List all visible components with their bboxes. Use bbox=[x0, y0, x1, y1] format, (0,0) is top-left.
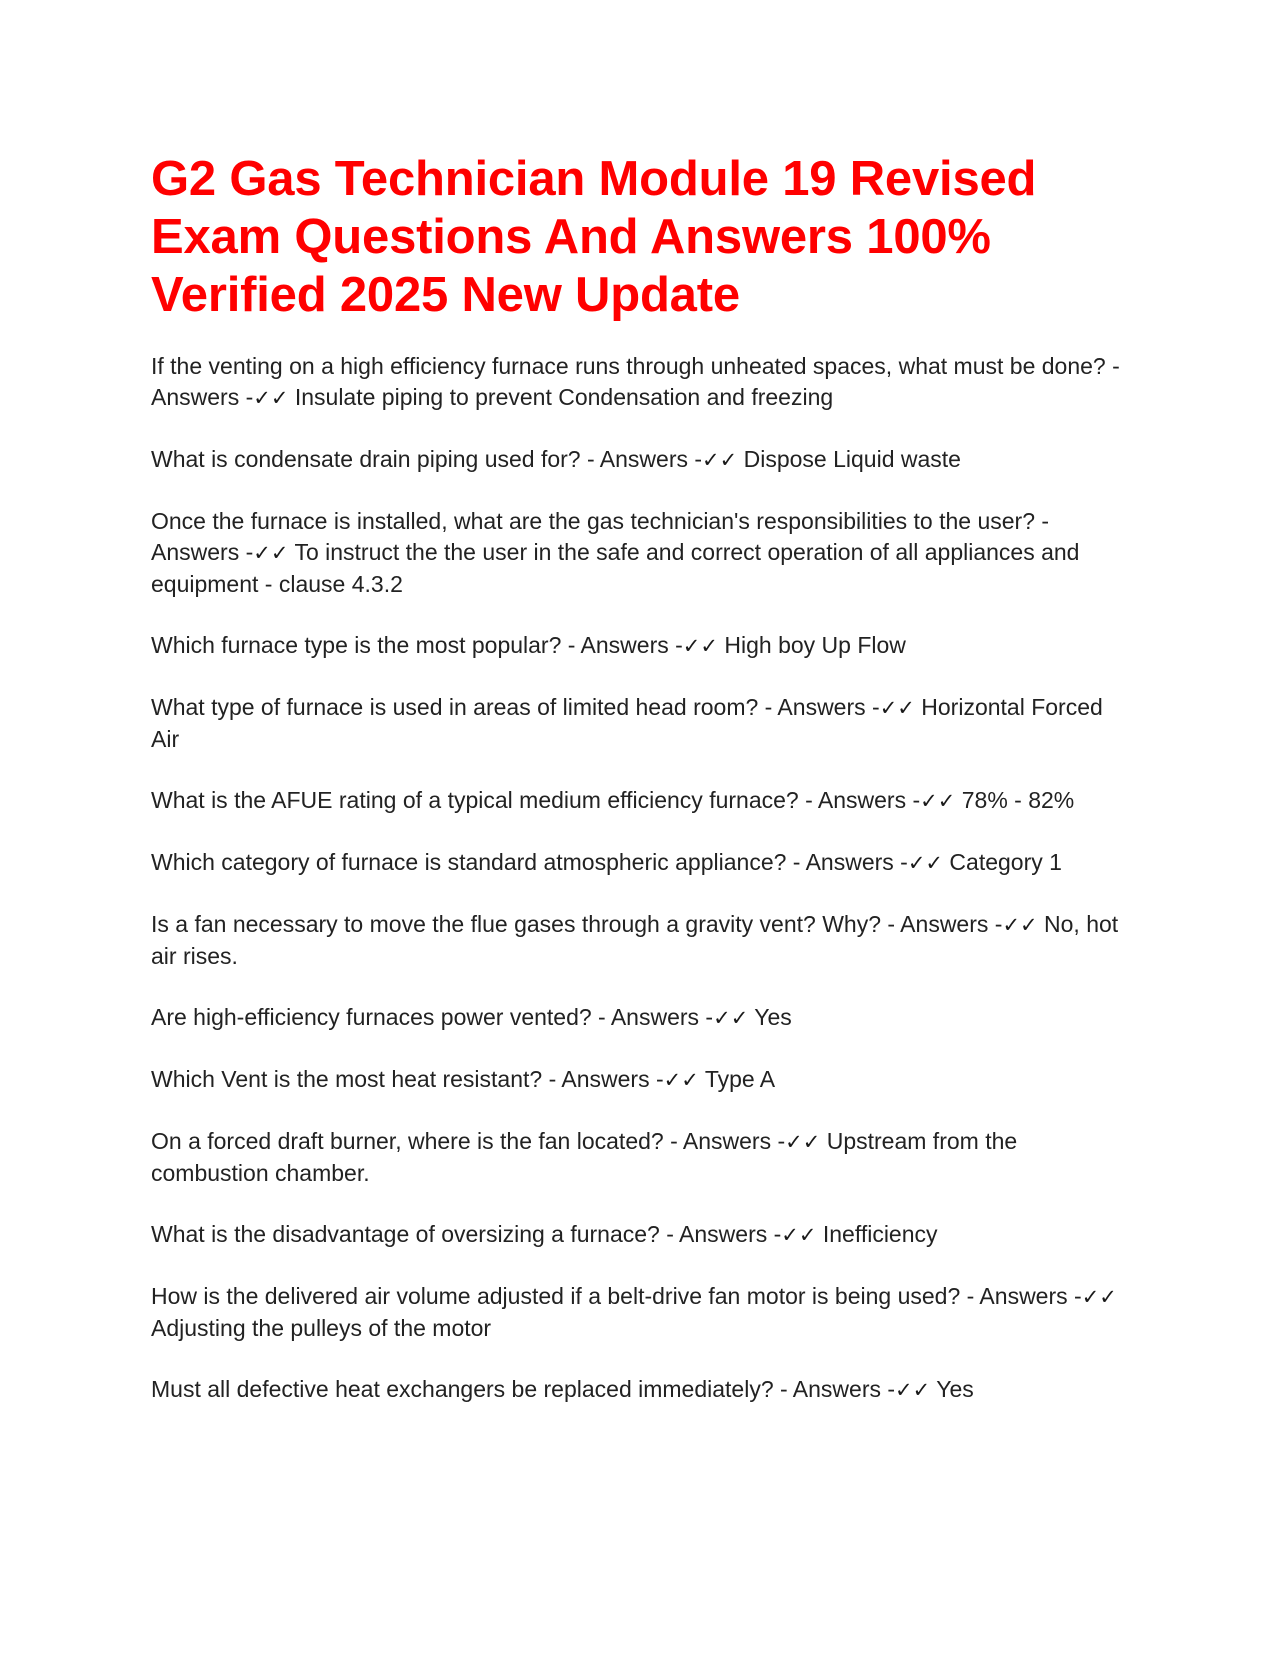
answer-separator: - Answers - bbox=[798, 787, 921, 813]
qa-answer: Inefficiency bbox=[822, 1221, 938, 1247]
qa-item bbox=[151, 1281, 1133, 1344]
qa-item bbox=[151, 692, 1133, 755]
qa-answer: High boy Up Flow bbox=[724, 632, 906, 658]
qa-question: What is the disadvantage of oversizing a furnace? bbox=[151, 1221, 660, 1247]
qa-question: Which furnace type is the most popular? bbox=[151, 632, 562, 658]
qa-answer: Adjusting the pulleys of the motor bbox=[151, 1315, 492, 1341]
qa-question: How is the delivered air volume adjusted if a belt-drive fan motor is being used? bbox=[151, 1283, 961, 1309]
qa-question: Once the furnace is installed, what are the gas technician's responsibilities to the user? bbox=[151, 508, 1035, 534]
qa-item bbox=[151, 630, 1133, 662]
qa-question: Are high-efficiency furnaces power vented? bbox=[151, 1004, 592, 1030]
double-check-icon: ✓✓ bbox=[1081, 1285, 1117, 1309]
qa-item bbox=[151, 351, 1133, 414]
qa-item bbox=[151, 909, 1133, 972]
double-check-icon: ✓✓ bbox=[785, 1130, 821, 1154]
double-check-icon: ✓✓ bbox=[1002, 913, 1038, 937]
answer-separator: - Answers - bbox=[561, 632, 683, 658]
qa-answer: Horizontal Forced Air bbox=[151, 694, 1103, 752]
qa-item bbox=[151, 1126, 1133, 1189]
qa-question: What is condensate drain piping used for? bbox=[151, 446, 581, 472]
double-check-icon: ✓✓ bbox=[781, 1223, 817, 1247]
answer-separator: - Answers - bbox=[151, 353, 1120, 410]
qa-item bbox=[151, 847, 1133, 879]
double-check-icon: ✓✓ bbox=[895, 1378, 931, 1402]
double-check-icon: ✓✓ bbox=[663, 1068, 699, 1092]
qa-answer: To instruct the the user in the safe and correct operation of all appliances and equipment - clause 4.3.2 bbox=[151, 539, 1080, 597]
qa-answer: Category 1 bbox=[949, 849, 1062, 875]
double-check-icon: ✓✓ bbox=[702, 448, 738, 472]
answer-separator: - Answers - bbox=[960, 1283, 1082, 1309]
qa-item bbox=[151, 785, 1133, 817]
answer-separator: - Answers - bbox=[151, 508, 1050, 565]
answer-separator: - Answers - bbox=[786, 849, 908, 875]
answer-separator: - Answers - bbox=[659, 1221, 782, 1247]
qa-answer: Upstream from the combustion chamber. bbox=[151, 1128, 1018, 1186]
double-check-icon: ✓✓ bbox=[907, 851, 944, 875]
answer-separator: - Answers - bbox=[580, 446, 703, 472]
qa-question: On a forced draft burner, where is the fan located? bbox=[151, 1128, 664, 1154]
double-check-icon: ✓✓ bbox=[682, 634, 718, 658]
answer-separator: - Answers - bbox=[542, 1066, 664, 1092]
qa-question: Is a fan necessary to move the flue gases through a gravity vent? Why? bbox=[151, 911, 882, 937]
answer-separator: - Answers - bbox=[773, 1376, 896, 1402]
answer-separator: - Answers - bbox=[591, 1004, 714, 1030]
qa-question: Which category of furnace is standard atmospheric appliance? bbox=[151, 849, 787, 875]
answer-separator: - Answers - bbox=[881, 911, 1003, 937]
qa-answer: Type A bbox=[704, 1066, 776, 1092]
qa-question: Must all defective heat exchangers be replaced immediately? bbox=[151, 1376, 774, 1402]
qa-question: What is the AFUE rating of a typical medium efficiency furnace? bbox=[151, 787, 799, 813]
qa-item bbox=[151, 506, 1133, 600]
qa-answer: Yes bbox=[936, 1376, 974, 1402]
qa-question: What type of furnace is used in areas of limited head room? bbox=[151, 694, 759, 720]
qa-answer: Dispose Liquid waste bbox=[743, 446, 961, 472]
qa-item bbox=[151, 1219, 1133, 1251]
document-title: G2 Gas Technician Module 19 Revised Exam Questions And Answers 100% Verified 2025 New Update bbox=[151, 152, 1037, 322]
qa-item bbox=[151, 1002, 1133, 1034]
qa-item bbox=[151, 1064, 1133, 1096]
double-check-icon: ✓✓ bbox=[253, 541, 289, 565]
qa-answer: Insulate piping to prevent Condensation and freezing bbox=[294, 384, 834, 410]
qa-list bbox=[151, 351, 1133, 1406]
qa-question: If the venting on a high efficiency furnace runs through unheated spaces, what must be done? bbox=[151, 353, 1106, 379]
double-check-icon: ✓✓ bbox=[879, 696, 915, 720]
qa-answer: 78% - 82% bbox=[961, 787, 1075, 813]
qa-answer: Yes bbox=[754, 1004, 792, 1030]
qa-item bbox=[151, 1374, 1133, 1406]
answer-separator: - Answers - bbox=[663, 1128, 786, 1154]
qa-item bbox=[151, 444, 1133, 476]
answer-separator: - Answers - bbox=[758, 694, 880, 720]
qa-answer: No, hot air rises. bbox=[151, 911, 1119, 969]
double-check-icon: ✓✓ bbox=[253, 386, 289, 410]
qa-question: Which Vent is the most heat resistant? bbox=[151, 1066, 543, 1092]
document-page bbox=[151, 150, 1133, 1436]
double-check-icon: ✓✓ bbox=[920, 789, 956, 813]
double-check-icon: ✓✓ bbox=[713, 1006, 749, 1030]
